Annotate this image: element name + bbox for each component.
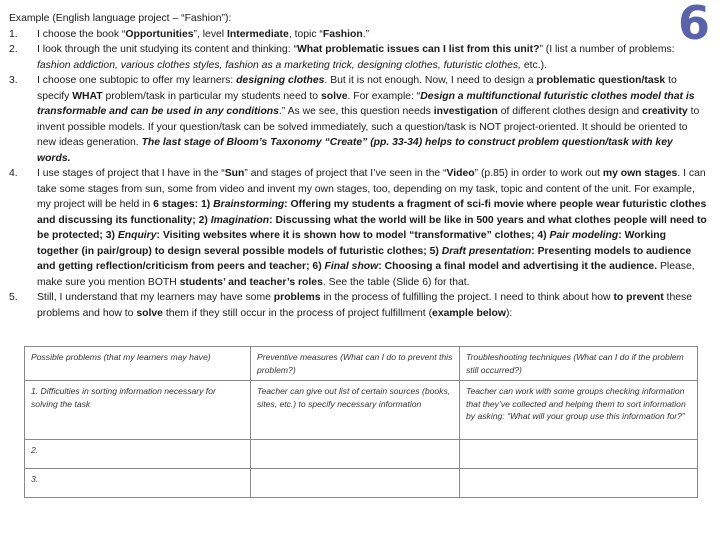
step-text: : Visiting websites where it is shown how to model “transformative” clothes; 4) [156,230,550,241]
step-text: . But it is not enough. Now, I need to design a [324,75,537,86]
table-header-row [25,347,698,381]
table-cell: Teacher can give out list of certain sources (books, sites, etc.) to specify necessary information [251,381,460,440]
step-text: I use stages of project that I have in the “ [37,168,225,179]
table-cell: 3. [25,469,251,498]
table-cell: 1. Difficulties in sorting information necessary for solving the task [25,381,251,440]
step-text: Intermediate [227,28,289,40]
step-text: ” (I list a number of problems: [539,44,675,55]
step-text: to specify [37,75,677,102]
step-text: my own stages [602,168,678,179]
step-number: 4. [9,168,18,179]
step-number: 2. [9,44,18,55]
step-text: to invent possible models. If your question/task can be solved immediately, such a question/task is NOT project-oriented. It should be oriented to new ideas generation. [37,106,700,148]
step-text: I choose one subtopic to offer my learners: [37,75,237,86]
step-text: .” [362,28,370,40]
step-text: : Working together (in pair/group) to design several possible models of futuristic clothes; 5) [37,230,666,257]
step-text: : Choosing a final model and advertising it the audience. [378,261,658,272]
step-text: problems [273,292,321,303]
example-heading: Example (English language project – “Fashion”): [9,13,232,24]
steps-list [9,27,709,322]
step-text: Fashion [322,28,363,40]
table-cell [460,469,698,498]
step-text: . For example: “ [347,90,421,102]
step-text: : Discussing what the world will be like in 500 years and what clothes people will need to be protected; 3) [37,214,707,241]
step-text: Opportunities [125,28,194,40]
table-header-cell: Troubleshooting techniques (What can I do if the problem still occurred?) [460,347,698,381]
step-number: 1. [9,28,18,40]
step-text: etc.). [520,59,547,71]
step-text: in the process of fulfilling the project. I need to think about how [320,292,614,303]
step-item [9,290,709,321]
problems-table [24,346,698,498]
project-example-text [9,11,709,321]
step-item [9,42,709,73]
step-text: Brainstorming [213,199,285,210]
step-text: fashion addiction, various clothes styles, fashion as a marketing trick, designing clothes, futuristic clothes, [37,59,521,71]
step-text: problem/task in particular my students need to [102,90,321,102]
step-number: 3. [9,75,18,86]
table-row [25,440,698,469]
step-text: ” and stages of project that I’ve seen in the “ [244,168,447,179]
step-text: Draft presentation [441,245,532,257]
table-header-cell: Possible problems (that my learners may have) [25,347,251,381]
step-text: 6 stages [153,199,195,210]
step-text: Imagination [210,214,270,226]
step-text: creativity [642,106,688,117]
step-text: : Presenting models to audience and getting reflection/criticism from peers and teacher; 6) [37,245,692,272]
step-text: . I can take some stages from sun, some from video and invent my own stages, too, depending on my task, topic and content of the unit. For example, my project will be held in [37,168,706,210]
step-text: example below [432,307,506,319]
step-text: them if they still occur in the process of project fulfillment ( [162,307,433,319]
step-text: students’ and teacher’s roles [179,276,323,288]
step-text: Sun [224,168,245,179]
step-text: : Offering my students a fragment of sci-fi movie where people wear futuristic clothes and discussing its functionality; 2) [37,199,707,226]
step-text: .” As we see, this question needs [278,106,434,117]
step-text: Design a multifunctional futuristic clothes model that is transformable and can be used in any conditions [37,90,695,117]
table-cell [251,440,460,469]
table-header-cell: Preventive measures (What can I do to prevent this problem?) [251,347,460,381]
step-text: solve [136,307,163,319]
step-item [9,73,709,166]
step-text: Still, I understand that my learners may have some [37,292,274,303]
step-text: Pair modeling [549,230,619,241]
step-text: The last stage of Bloom’s Taxonomy “Create” (pp. 33-34) helps to construct problem question/task with key words. [37,137,673,164]
step-text: ): [505,307,513,319]
table-cell [460,440,698,469]
step-text: problematic question/task [536,75,666,86]
step-text: Please, make sure you mention BOTH [37,261,695,288]
step-text: ” (p.85) in order to work out [474,168,603,179]
table-row [25,469,698,498]
table-cell [251,469,460,498]
step-text: solve [320,90,348,102]
step-item [9,166,709,290]
step-text: to prevent [613,292,664,303]
step-text: I look through the unit studying its content and thinking: “ [37,44,297,55]
slide-number: 6 [678,0,711,50]
step-text: Video [446,168,475,179]
step-text: What problematic issues can I list from this unit? [296,44,540,55]
step-number: 5. [9,292,18,303]
step-text: . See the table (Slide 6) for that. [322,276,470,288]
step-text: designing clothes [236,75,325,86]
step-text: of different clothes design and [497,106,643,117]
step-text: investigation [433,106,498,117]
step-text: ”, level [193,28,228,40]
step-text: these problems and how to [37,292,692,319]
step-text: : 1) [194,199,214,210]
table-row [25,381,698,440]
step-text: , topic “ [288,28,323,40]
step-text: Enquiry [117,230,157,241]
table-cell: 2. [25,440,251,469]
step-text: WHAT [72,90,103,102]
table-cell: Teacher can work with some groups checking information that they’ve collected and helping them to sort information by asking: “What will your group use this information for?” [460,381,698,440]
step-text: I choose the book “ [37,28,126,40]
step-text: Final show [324,261,379,272]
step-item [9,27,709,43]
